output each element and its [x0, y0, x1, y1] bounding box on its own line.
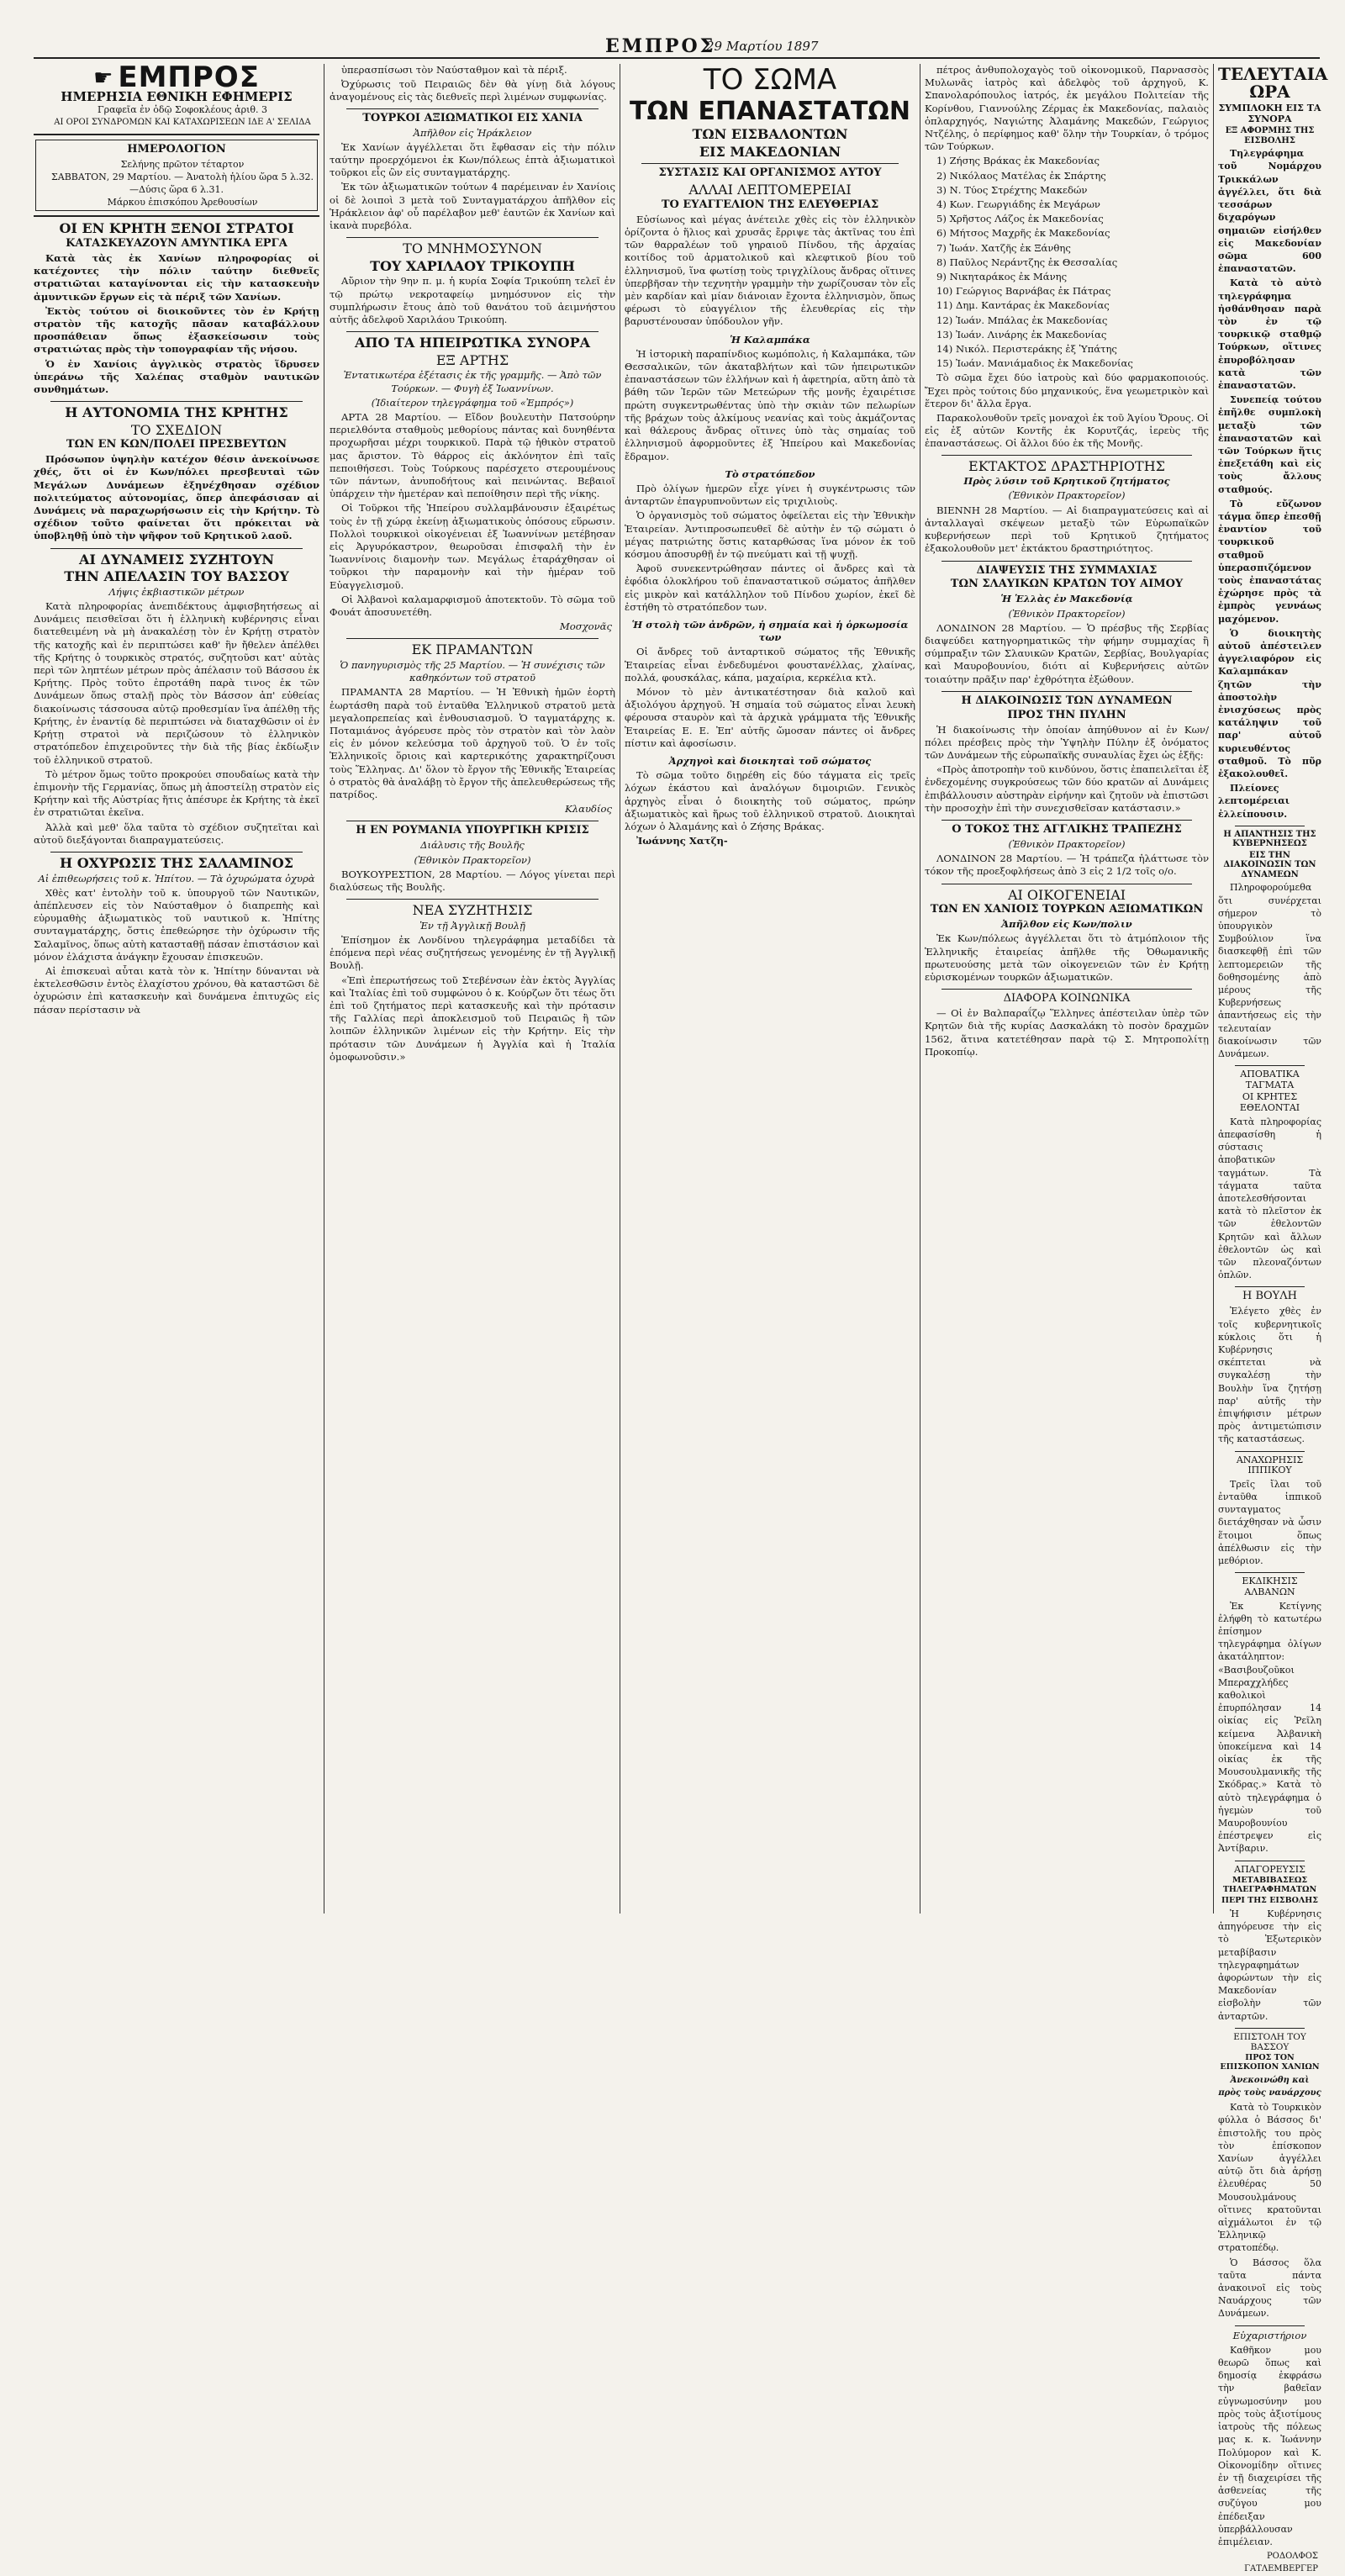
paragraph: «Ἐπὶ ἐπερωτήσεως τοῦ Στεβένσων ἐὰν ἐκτὸς Ἀγγλίας καὶ Ἰταλίας ἐπὶ τοῦ συμφώνου ὁ κ. Κούρζων ὅτι τέως ὅτι ἐπὶ τοῦ ζητήματος περὶ κατασκευῆς καὶ τὴν πρότασιν τῆς Γαλλίας περὶ ἀποκλεισμοῦ τοῦ Πειραιῶς ἢ τῶν λοιπῶν ἑλληνικῶν λιμένων εἰς τὴν Κρήτην. Εἰς τὴν πρότασιν τῶν Δυνάμεων ἡ Ἀγγλία καὶ ἡ Ἰταλία ὁμοφωνοῦσιν.» — [330, 974, 615, 1063]
article-turkish-officers — [330, 113, 615, 233]
paragraph: Παρακολουθοῦν τρεῖς μοναχοὶ ἐκ τοῦ Ἁγίου Ὄρους. Οἱ εἰς ἐξ αὐτῶν Κοντῆς ἐκ Κορυτζάς, ἱερεὺς τῆς ἐπαναστάσεως. Οἱ ἄλλοι δύο ἐκ τῆς Μονῆς. — [925, 412, 1209, 450]
telegram-tag: (Ἰδιαίτερον τηλεγράφημα τοῦ «Ἐμπρός») — [371, 396, 574, 409]
paragraph: πέτρος ἀνθυπολοχαγὸς τοῦ οἰκονομικοῦ, Παρνασσὸς Μυλωνᾶς ἰατρὸς καὶ ἀδελφὸς τοῦ ἀρχηγοῦ, Κ. Σπανολαρόπουλος ἰατρός, ἐκ μεγάλου Πολιτείαν τῆς Κορίνθου, Γιαννούλης Ζέρμας ἐκ Μακεδονίας, παλαιὸς ὁπλαρχηγός, Ναγιώτης Ἀλαμάνης Μακεδών, Γεώργιος Ντζέλης, ὁ περίφημος καθ' ὅλην τὴν Τουρκίαν, ὁ τρόμος τῶν Τούρκων. — [925, 64, 1209, 153]
list-item: 4) Κων. Γεωργιάδης ἐκ Μεγάρων — [936, 198, 1100, 211]
headline: ΑΠΟΒΑΤΙΚΑ ΤΑΓΜΑΤΑ — [1240, 1069, 1300, 1090]
paragraph: Τὸ σῶμα ἔχει δύο ἰατροὺς καὶ δύο φαρμακοποιούς. Ἔχει πρὸς τούτοις δύο μηχανικούς, ἕνα γεωμετρικὸν καὶ ἕτερον δι' ἄλλα ἔργα. — [925, 372, 1209, 409]
paragraph: ΠΡΑΜΑΝΤΑ 28 Μαρτίου. — Ἡ Ἐθνικὴ ἡμῶν ἑορτὴ ἑωρτάσθη παρὰ τοῦ ἐνταῦθα Ἑλληνικοῦ στρατοῦ μετὰ μεγαλοπρεπείας καὶ ἐνθουσιασμοῦ. Ὁ ταγματάρχης κ. Ποταμιάνος ἀγόρευσε πρὸς τὸν στρατὸν καὶ τὸν λαὸν εἰς ἐν μόνον κελεύσμα τοῦ ἀρχηγοῦ τοῦ. Ὁ ἐν τοῖς Ἑλληνικοῖς ὅριοις καὶ καρτερικότης χαρακτηρίζουσι τοὺς Ἕλληνας. Δι' ὅλον τὸ ἔργον τῆς Ἐθνικῆς Ἑταιρείας ὁ στρατὸς θὰ ἀναλάβῃ τὸ ἔργον τῆς ἀπελευθερώσεως τῆς πατρίδος. — [330, 686, 615, 801]
section-title: Τὸ στρατόπεδον — [725, 467, 815, 480]
running-date: 29 Μαρτίου 1897 — [706, 39, 819, 54]
article-bank-rate — [925, 824, 1209, 879]
headline: Η ΔΙΑΚΟΙΝΩΣΙΣ ΤΩΝ ΔΥΝΑΜΕΩΝ — [961, 694, 1173, 707]
paragraph: Οἱ Τοῦρκοι τῆς Ἠπείρου συλλαμβάνουσιν ἐξαιρέτως τοὺς ἐν τῇ χώρᾳ ἐκείνῃ ἀξιωματικοὺς ὁπόσους εὕρωσιν. Πολλοὶ τουρκικοὶ οἰκογένειαι ἐξ Ἰωαννίνων μετέβησαν εἰς Ἀργυρόκαστρον, θεωροῦσαι ἐπισφαλῆ τὴν ἐν Ἰωαννίνοις διαμονὴν των. Μεγάλως ἐταράχθησαν οἱ τοῦρκοι τὴν παραμονὴν καὶ τὴν ἡμέραν τοῦ Εὐαγγελισμοῦ. — [330, 502, 615, 591]
article-powers-vassos — [34, 552, 319, 847]
subscription-note: ΑΙ ΟΡΟΙ ΣΥΝΔΡΟΜΩΝ ΚΑΙ ΚΑΤΑΧΩΡΙΣΕΩΝ ΙΔΕ Α' ΣΕΛΙΔΑ — [54, 118, 311, 128]
paragraph: Ἡ Κυβέρνησις ἀπηγόρευσε τὴν εἰς τὸ Ἐξωτερικὸν μεταβίβασιν τηλεγραφημάτων ἀφορώντων τὴν εἰς Μακεδονίαν εἰσβολὴν τῶν ἀνταρτῶν. — [1218, 1908, 1321, 2022]
list-item: 7) Ἰωάν. Χατζῆς ἐκ Ξάνθης — [936, 241, 1071, 254]
subheadline: ΤΩΝ ΕΝ ΧΑΝΙΟΙΣ ΤΟΥΡΚΩΝ ΑΞΙΩΜΑΤΙΚΩΝ — [930, 903, 1204, 916]
paragraph: Ἐκ Κετίγνης ἐλήφθη τὸ κατωτέρω ἐπίσημον τηλεγράφημα ὀλίγων ἀκατάληπτον: «Βασιβουζοῦκοι Μπεραχχλήδες καθολικοὶ ἐπυρπόλησαν 14 οἰκίας εἰς Ῥεῖλη κείμενα Ἀλβανικὴ ὑποκείμενα καὶ 14 οἰκίας ἐκ τῆς Μουσουλμανικῆς τῆς Σκόδρας.» Κατὰ τὸ αὐτὸ τηλεγράφημα ὁ ἡγεμὼν τοῦ Μαυροβουνίου ἐπέστρεψεν εἰς Ἀντίβαριν. — [1218, 1600, 1321, 1855]
subheadline: ΜΕΤΑΒΙΒΑΣΕΩΣ ΤΗΛΕΓΡΑΦΗΜΑΤΩΝ — [1222, 1876, 1317, 1895]
headline: ΕΠΙΣΤΟΛΗ ΤΟΥ ΒΑΣΣΟΥ — [1233, 2031, 1306, 2052]
deck: Διάλυσις τῆς Βουλῆς — [420, 839, 525, 852]
list-item: 13) Ἰωάν. Λινάρης ἐκ Μακεδονίας — [936, 328, 1107, 340]
paragraph: ΒΟΥΚΟΥΡΕΣΤΙΟΝ, 28 Μαρτίου. — Λόγος γίνεται περὶ διαλύσεως τῆς Βουλῆς. — [330, 868, 615, 893]
paragraph: Τηλεγράφημα τοῦ Νομάρχου Τρικκάλων ἀγγέλλει, ὅτι διὰ τεσσάρων διχαρόγων σημαιῶν εἰσήλθεν εἰς Μακεδονίαν σῶμα 600 ἐπαναστατῶν. — [1218, 148, 1321, 275]
article-social-news — [925, 993, 1209, 1058]
paragraph: ΛΟΝΔΙΝΟΝ 28 Μαρτίου. — Ἡ τράπεζα ἠλάττωσε τὸν τόκον τῆς προεξοφλήσεως ἀπὸ 3 εἰς 2 1/2 τοῖς ο/ο. — [925, 853, 1209, 878]
list-item: 5) Χρῆστος Λάζος ἐκ Μακεδονίας — [936, 213, 1104, 225]
subheadline: ΕΞ ΑΡΤΗΣ — [435, 351, 509, 368]
subheadline: ΠΡΟΣ ΤΗΝ ΠΥΛΗΝ — [1007, 708, 1126, 721]
calendar-title: ΗΜΕΡΟΛΟΓΙΟΝ — [127, 142, 226, 156]
paragraph: Πρὸ ὀλίγων ἡμερῶν εἶχε γίνει ἡ συγκέντρωσις τῶν ἀνταρτῶν ἐπαγρυπνοῦντων εἰς τριχιλιοὺς. — [625, 482, 915, 508]
list-item: 10) Γεώργιος Βαρνάβας ἐκ Πάτρας — [936, 285, 1111, 298]
paragraph: Ὁ διοικητὴς αὐτοῦ ἀπέστειλεν ἀγγελιαφόρον εἰς Καλαμπάκαν ζητῶν τὴν ἀποστολὴν ἐνισχύσεως πρὸς κατάληψιν τοῦ παρ' αὐτοῦ κυριευθέντος σταθμοῦ. Τὸ πῦρ ἐξακολουθεῖ. — [1218, 627, 1321, 780]
paragraph: Ὁ ὀργανισμὸς τοῦ σώματος ὀφείλεται εἰς τὴν Ἐθνικὴν Ἑταιρείαν. Ἀντιπροσωπευθεῖ δὲ αὐτὴν ἐν τῷ σώματι ὁ μέγας πατριώτης ὅστις καταρθώσας ἵνα μόνον ἐκ τοῦ κόσμου ἀποσυρθῇ ἐν τῷ πνεύματι καὶ τῇ ψυχῇ. — [625, 509, 915, 560]
column-5 — [1218, 64, 1328, 2574]
paragraph: — Οἱ ἐν Βαλπαραΐζῳ Ἕλληνες ἀπέστειλαν ὑπὲρ τῶν Κρητῶν διὰ τῆς κυρίας Δασκαλάκη τὸ ποσὸν δραχμῶν 1562, ἅτινα κατετέθησαν παρὰ τῷ Σ. Μητροπολίτῃ Προκοπίῳ. — [925, 1007, 1209, 1058]
deck: Ἀπῆλθον εἰς Κων/πολιν — [1001, 918, 1132, 931]
subheadline: ΑΛΛΑΙ ΛΕΠΤΟΜΕΡΕΙΑΙ — [688, 182, 852, 198]
paragraph: Ὀχύρωσις τοῦ Πειραιῶς δὲν θὰ γίνῃ διὰ λόγους ἀναγομένους εἰς τὰς διεθνεῖς περὶ λιμένων συμφωνίας. — [330, 78, 615, 103]
article-albanians — [1218, 1576, 1321, 1855]
article-officer-families — [925, 888, 1209, 984]
subheadline: ΤΩΝ ΣΛΑΥΙΚΩΝ ΚΡΑΤΩΝ ΤΟΥ ΑΙΜΟΥ — [950, 578, 1184, 591]
headline: ΑΝΑΧΩΡΗΣΙΣ ΙΠΠΙΚΟΥ — [1236, 1454, 1304, 1476]
headline: ΕΚ ΠΡΑΜΑΝΤΩΝ — [411, 641, 534, 658]
section-title: Ἀρχηγοὶ καὶ διοικηταὶ τοῦ σώματος — [668, 754, 872, 767]
byline: Μοσχονᾶς — [559, 620, 612, 633]
headline: ΤΟ ΜΝΗΜΟΣΥΝΟΝ — [403, 240, 542, 257]
paragraph: Ἀλλὰ καὶ μεθ' ὅλα ταῦτα τὸ σχέδιον συζητεῖται καὶ αὐτοῦ διεξάγονται διαπραγματεύσεις. — [34, 821, 319, 846]
deck: Πρὸς λύσιν τοῦ Κρητικοῦ ζητήματος — [963, 475, 1170, 488]
subheadline: ΤΩΝ ΕΝ ΚΩΝ/ΠΟΛΕΙ ΠΡΕΣΒΕΥΤΩΝ — [66, 438, 287, 451]
subheadline: ΤΟΥ ΧΑΡΙΛΑΟΥ ΤΡΙΚΟΥΠΗ — [370, 257, 575, 274]
paragraph: Ἐλέγετο χθὲς ἐν τοῖς κυβερνητικοῖς κύκλοις ὅτι ἡ Κυβέρνησις σκέπτεται νὰ συγκαλέσῃ τὴν Βουλὴν ἵνα ζητήσῃ παρ' αὐτῆς τὴν ἐπιψήφισιν μέτρων πρὸς ἀντιμετώπισιν τῆς καταστάσεως. — [1218, 1306, 1321, 1445]
article-telegram-ban — [1218, 1865, 1321, 2023]
subheadline: ΤΟ ΕΥΑΓΓΕΛΙΟΝ ΤΗΣ ΕΛΕΥΘΕΡΙΑΣ — [661, 198, 879, 211]
paragraph: Συνεπείᾳ τούτου ἐπῆλθε συμπλοκὴ μεταξὺ τῶν ἐπαναστατῶν καὶ τῶν Τούρκων ἥτις ἐπεξετάθη καὶ εἰς τοὺς ἄλλους σταθμούς. — [1218, 394, 1321, 495]
deck: Ἀπῆλθον εἰς Ἡράκλειον — [413, 126, 532, 139]
article-epirus-border — [330, 335, 615, 633]
headline: ΔΙΑΦΟΡΑ ΚΟΙΝΩΝΙΚΑ — [1003, 992, 1131, 1006]
calendar-box — [35, 140, 318, 212]
article-new-debate — [330, 903, 615, 1064]
office-address: Γραφεῖα ἐν ὁδῷ Σοφοκλέους ἀριθ. 3 — [97, 104, 268, 116]
paragraph: Πρόσωπον ὑψηλὴν κατέχον θέσιν ἀνεκοίνωσε χθές, ὅτι οἱ ἐν Κων/πόλει πρεσβευταὶ τῶν Μεγάλων Δυνάμεων ἐξηνέχθησαν σχέδιον πολιτεύματος αὐτονομίας, ὅπερ ἀπεφάσισαν αἱ Δυνάμεις νὰ παραχωρήσωσιν εἰς τὴν Κρήτην. Τὸ σχέδιον τοῦτο φαίνεται ὅτι πρόκειται νὰ ὑποβληθῇ ὑπὸ τὴν ψῆφον τοῦ Κρητικοῦ λαοῦ. — [34, 453, 319, 542]
paragraph: Τὸ μέτρον ὅμως τοῦτο προκρούει σπουδαίως κατὰ τὴν ἐπιμονὴν τῆς Γερμανίας, ὅπως μὴ ἀποστείλῃ στρατὸν εἰς Κρήτην καὶ τῆς Αὐστρίας ἥτις ἀπέσυρε ἐκ Κρήτης τὰ ἐκεῖ ἐν στρατιῶται ἐκεῖνα. — [34, 768, 319, 819]
column-4 — [925, 64, 1209, 1922]
headline: Ο ΤΟΚΟΣ ΤΗΣ ΑΓΓΛΙΚΗΣ ΤΡΑΠΕΖΗΣ — [952, 823, 1182, 837]
deck: Ἀνεκοινώθη καὶ πρὸς τοὺς ναυάρχους — [1218, 2075, 1321, 2098]
calendar-saint: Μάρκου ἐπισκόπου Ἀρεθουσίων — [107, 197, 258, 209]
list-item: 12) Ἰωάν. Μπάλας ἐκ Μακεδονίας — [936, 314, 1108, 326]
paragraph: Πληροφορούμεθα ὅτι συνέρχεται σήμερον τὸ ὑπουργικὸν Συμβούλιον ἵνα διασκεφθῇ ἐπὶ τῶν λεπτομερειῶν τῆς δοθησομένης ἀπὸ μέρους τῆς Κυβερνήσεως ἀπαντήσεως εἰς τὴν τελευταίαν διακοίνωσιν τῶν Δυνάμεων. — [1218, 882, 1321, 1059]
article-landing-battalions — [1218, 1069, 1321, 1281]
paragraph: Ἰωάννης Χατζη- — [636, 835, 728, 847]
section-title: Ἡ στολὴ τῶν ἀνδρῶν, ἡ σημαία καὶ ἡ ὁρκωμοσία των — [631, 618, 909, 644]
column-3 — [625, 64, 915, 1922]
nameplate-logo — [34, 61, 319, 95]
calendar-line: ΣΑΒΒΑΤΟΝ, 29 Μαρτίου. — Ἀνατολὴ ἡλίου ὥρα 5 λ.32.—Δύσις ὥρα 6 λ.31. — [51, 171, 314, 195]
list-item: 14) Νικόλ. Περιστεράκης ἐξ Ὑπάτης — [936, 343, 1117, 356]
headline: ΤΟ ΣΩΜΑ — [703, 63, 837, 97]
paragraph: Μόνον τὸ μὲν ἀντικατέστησαν διὰ καλοῦ καὶ ἀξιολόγου ἀρχηγοῦ. Ἡ σημαία τοῦ σώματος εἶναι λευκὴ φέρουσα σταυρὸν καὶ τὰ ἀρχικὰ γράμματα τῆς Ἐθνικῆς Ἑταιρείας Ε. Ε. Ἐπ' αὐτῆς ὤμοσαν πάντες οἱ ἄνδρες πίστιν καὶ ἀφοσίωσιν. — [625, 685, 915, 749]
paragraph: Καθῆκον μου θεωρῶ ὅπως καὶ δημοσίᾳ ἐκφράσω τὴν βαθεῖαν εὐγνωμοσύνην μου πρὸς τοὺς ἀξιοτίμους ἰατροὺς τῆς πόλεως μας κ. κ. Ἰωάννην Πολύμορον καὶ Κ. Οἰκονομίδην οἵτινες ἐν τῇ διαχειρίσει τῆς ἀσθενείας τῆς συζύγου μου ἐπέδειξαν ὑπερβάλλουσαν ἐπιμέλειαν. — [1218, 2344, 1321, 2547]
headline: ΑΠΟ ΤΑ ΗΠΕΙΡΩΤΙΚΑ ΣΥΝΟΡΑ — [354, 335, 591, 351]
headline: Η ΒΟΥΛΗ — [1242, 1290, 1297, 1303]
headline: ΑΠΑΓΟΡΕΥΣΙΣ — [1234, 1863, 1305, 1875]
paragraph: Οἱ Ἀλβανοὶ καλαμαρφισμοῦ ἀποτεκτοῦν. Τὸ σῶμα τοῦ Φουάτ ἀποσυνετέθη. — [330, 593, 615, 619]
paragraph: Ἐκ Κων/πόλεως ἀγγέλλεται ὅτι τὸ ἀτμόπλοιον τῆς Ἑλληνικῆς ἐταιρείας ἀπῆλθε τῆς Ὀθωμανικῆς πρωτευούσης μετὰ τῶν οἰκογενειῶν τῶν ἐν Κρήτῃ εὑρισκομένων τουρκῶν ἀξιωματικῶν. — [925, 932, 1209, 983]
paragraph: Κατὰ πληροφορίας ἀπεφασίσθη ἡ σύστασις ἀποβατικῶν ταγμάτων. Τὰ τάγματα ταῦτα ἀποτελεσθήσονται κατὰ τὸ πλεῖστον ἐκ τῶν ἐθελοντῶν Κρητῶν καὶ ἄλλων ἐθελοντῶν ὡς καὶ τῶν πλεοναζόντων ὁπλῶν. — [1218, 1116, 1321, 1281]
paragraph: Αὔριον τὴν 9ην π. μ. ἡ κυρία Σοφία Τρικούπη τελεῖ ἐν τῷ πρώτῳ νεκροταφείῳ μνημόσυνον εἰς τὴν συμπλήρωσιν ἔτους ἀπὸ τοῦ θανάτου τοῦ ἀειμνήστου αὐτῆς ἀδελφοῦ Χαριλάου Τρικούπη. — [330, 275, 615, 325]
paragraph: Ἐπίσημον ἐκ Λονδίνου τηλεγράφημα μεταδίδει τὰ ἑπόμενα περὶ νέας συζητήσεως γενομένης ἐν τῇ Ἀγγλικῇ Βουλῇ. — [330, 934, 615, 972]
paragraph: ΑΡΤΑ 28 Μαρτίου. — Εἴδον βουλευτὴν Πατσούρην περιελθόντα σταθμοὺς μεθορίους πάντας καὶ δυνηθέντα προχωρῆσαι μέχρι τουρκικοῦ. Παρὰ τῷ ἡθικὸν στρατοῦ μας ἄριστον. Τὸ θάρρος εἰς ἀκλόνητον ἐπὶ ταῖς πεποιθήσεσι. Τοὺς Τούρκους παρέσχετο στερουμένους τῶν πάντων, ἀνυποδήτους καὶ πεινώντας. Βεβαιοῖ ὑπάρχειν τὴν ἡμετέραν καὶ πεποίθησιν περὶ τῆς νίκης. — [330, 410, 615, 500]
section-kalampaka — [625, 334, 915, 463]
subheadline: ΣΥΜΠΛΟΚΗ ΕΙΣ ΤΑ ΣΥΝΟΡΑ — [1218, 103, 1321, 124]
paragraph: Τρεῖς ἴλαι τοῦ ἐνταῦθα ἱππικοῦ συνταγματος διετάχθησαν νὰ ὦσιν ἕτοιμοι ὅπως ἀπέλθωσιν εἰς τὴν μεθόριον. — [1218, 1478, 1321, 1567]
subheadline: ΤΩΝ ΕΙΣΒΑΛΟΝΤΩΝ — [692, 126, 848, 143]
subheadline: ΕΙΣ ΜΑΚΕΔΟΝΙΑΝ — [699, 143, 841, 160]
paragraph: Χθὲς κατ' ἐντολὴν τοῦ κ. ὑπουργοῦ τῶν Ναυτικῶν, ἀπέπλευσεν εἰς τὸν Ναύσταθμον ὁ διαπρεπὴς καὶ εὐρυμαθὴς ἀξιωματικὸς τοῦ ναυτικοῦ κ. Ἠπίτης συνταγματάρχης, ὅστις ἐπεθεώρησε τὴν ὀχύρωσιν τῆς Σαλαμῖνος, ὅπως αὐτὴ κατασταθῇ πάσαν ἐπιστάσιον καὶ μόνον ἐλάχιστα ἀνάγκην ἔχουσαν ἐπισκευῶν. — [34, 886, 319, 963]
article-insurgent-body — [625, 63, 915, 329]
paragraph: Κατὰ τὸ Τουρκικὸν φύλλα ὁ Βάσσος δι' ἐπιστολῆς του πρὸς τὸν ἐπίσκοπον Χανίων ἀγγέλλει αὐτῷ ὅτι διὰ ἀρήσῃ ἐλευθέρας 50 Μουσουλμάνους οἵτινες κρατοῦνται αἰχμάλωτοι ἐν τῷ Ἑλληνικῷ στρατοπέδῳ. — [1218, 2102, 1321, 2254]
paragraph: Ἐκτὸς τούτου οἱ διοικοῦντες τὸν ἐν Κρήτῃ στρατὸν τῆς κατοχῆς πᾶσαν καταβάλλουν προσπάθειαν ὅπως ἐξασκείσωσιν τοὺς στρατιώτας πρὸς τὴν τοπογραφίαν τῆς νήσου. — [34, 304, 319, 356]
subheadline: ΠΡΟΣ ΤΟΝ ΕΠΙΣΚΟΠΟΝ ΧΑΝΙΩΝ — [1220, 2052, 1320, 2072]
article-last-hour — [1218, 64, 1328, 821]
article-note-to-porte — [925, 695, 1209, 815]
pointing-hand-icon: ☛ — [93, 66, 113, 91]
section-leaders — [625, 755, 915, 847]
paragraph: Οἱ ἄνδρες τοῦ ἀνταρτικοῦ σώματος τῆς Ἐθνικῆς Ἑταιρείας εἶναι ἐνδεδυμένοι φουστανέλλας, χλαίνας, πολλά, φουσκάλας, κάπα, μαχαίρια, κερκέλια κτλ. — [625, 646, 915, 684]
list-item: 2) Νικόλαος Ματέλας ἐκ Σπάρτης — [936, 169, 1106, 182]
list-item: 15) Ἰωάν. Μανιάμαδιος ἐκ Μακεδονίας — [936, 357, 1133, 370]
paragraph: ὑπερασπίσωσι τὸν Ναύσταθμον καὶ τὰ πέριξ. — [341, 64, 567, 76]
article-salamis — [34, 856, 319, 1016]
column-1 — [34, 61, 319, 1922]
deck: Λήψις ἐκβιαστικῶν μέτρων — [108, 585, 245, 598]
running-header — [34, 35, 1320, 59]
headline: Εὐχαριστήριον — [1232, 2329, 1307, 2341]
article-emergency — [925, 459, 1209, 556]
headline: ΝΕΑ ΣΥΖΗΤΗΣΙΣ — [412, 902, 533, 919]
telegram-tag: (Ἐθνικὸν Πρακτορεῖον) — [1008, 838, 1126, 851]
paragraph: Κατὰ τὸ αὐτὸ τηλεγράφημα ἠσθάνθησαν παρὰ τὸν ἐν τῷ τουρκικῷ σταθμῷ Τούρκων, οἵτινες ἐπυροβόλησαν κατὰ τῶν ἐπαναστατῶν. — [1218, 277, 1321, 391]
subheadline: ΕΞ ΑΦΟΡΜΗΣ ΤΗΣ ΕΙΣΒΟΛΗΣ — [1225, 126, 1315, 145]
subheadline: ΣΥΣΤΑΣΙΣ ΚΑΙ ΟΡΓΑΝΙΣΜΟΣ ΑΥΤΟΥ — [658, 166, 882, 180]
deck: Ἡ Ἑλλὰς ἐν Μακεδονίᾳ — [1000, 593, 1133, 605]
article-crete-autonomy — [34, 405, 319, 543]
section-uniform-flag — [625, 619, 915, 750]
subheadline: ΕΙΣ ΤΗΝ ΔΙΑΚΟΙΝΩΣΙΝ ΤΩΝ ΔΥΝΑΜΕΩΝ — [1223, 850, 1316, 879]
column-rule — [1213, 64, 1214, 1914]
list-item: 1) Ζήσης Βράκας ἐκ Μακεδονίας — [936, 155, 1100, 167]
list-item: 8) Παῦλος Νεράντζης ἐκ Θεσσαλίας — [936, 256, 1118, 268]
subheadline: ΚΑΤΑΣΚΕΥΑΖΟΥΝ ΑΜΥΝΤΙΚΑ ΕΡΓΑ — [66, 236, 287, 250]
column-2 — [330, 64, 615, 1922]
calendar-moon: Σελήνης πρῶτον τέταρτον — [120, 158, 245, 170]
telegram-tag: (Ἐθνικὸν Πρακτορεῖον) — [1008, 489, 1126, 502]
deck: Ἐν τῇ Ἀγγλικῇ Βουλῇ — [419, 919, 525, 932]
paragraph: Κατὰ πληροφορίας ἀνεπιδέκτους ἀμφισβητήσεως αἱ Δυνάμεις πεισθεῖσαι ὅτι ἡ ἑλληνικὴ κυβέρνησις εἶναι διατεθειμένη νὰ μὴ ἀνακαλέσῃ τὸν ἐν Κρήτῃ στρατὸν τῆς κατοχῆς καὶ ἐν περιπτώσει καθ' ἣν ἤθελεν ἀπέλθει τῆς Κρήτης ὁ τουρκικὸς στρατός, συζητοῦσι κατ' αὐτὰς περὶ τῶν ληπτέων μέτρων πρὸς ἀπέλασιν τοῦ Βάσσου ἐκ Κρήτης. Πρὸς τοῦτο ἐπροτάθη παρὰ τινος ἐκ τῶν Δυνάμεων ὅπως σταλῇ πρὸς τὸν Βάσσον ἀπ' εὐθείας διακοίνωσις τάσσουσα αὐτῷ προθεσμίαν ἵνα ἀπέλθῃ τῆς Κρήτης, ἐν ἐναντίᾳ δὲ περιπτώσει νὰ διαταχθῶσιν οἱ ἐν Κρήτῃ στρατοὶ νὰ περιζώσουν τὸ ἑλληνικὸν στρατόπεδον ἐπιχειροῦντες τὴν διὰ τῆς βίας ἐκδίωξιν τοῦ ἑλληνικοῦ στρατοῦ. — [34, 600, 319, 766]
article-trikoupis-memorial — [330, 241, 615, 326]
paragraph: Ὁ Βάσσος ὅλα ταῦτα πάντα ἀνακοινοῖ εἰς τοὺς Ναυάρχους τῶν Δυνάμεων. — [1218, 2257, 1321, 2320]
paragraph: ΛΟΝΔΙΝΟΝ 28 Μαρτίου. — Ὁ πρέσβυς τῆς Σερβίας διαψεύδει κατηγορηματικῶς τὴν φήμην συμμαχίας ἢ σύμπραξιν τῶν Σλαυικῶν Κρατῶν, Σερβίας, Βουλγαρίας καὶ Μαυροβουνίου, διότι αἱ Κυβερνήσεις αὐτῶν τοιαύτην πρᾶξιν παρ' ἐχθρότητα ἐξώθουν. — [925, 621, 1209, 685]
list-item: 9) Νικηταράκος ἐκ Μάνης — [936, 271, 1068, 283]
headline: ΟΙ ΕΝ ΚΡΗΤΗ ΞΕΝΟΙ ΣΤΡΑΤΟΙ — [59, 220, 294, 237]
headline: ΕΚΔΙΚΗΣΙΣ ΑΛΒΑΝΩΝ — [1242, 1576, 1298, 1597]
notice-thanks — [1218, 2330, 1321, 2576]
telegram-tag: (Ἐθνικὸν Πρακτορεῖον) — [414, 853, 531, 866]
paragraph: Πλείονες λεπτομέρειαι ἐλλείπουσιν. — [1218, 783, 1290, 820]
paragraph: Ἐκ Χανίων ἀγγέλλεται ὅτι ἔφθασαν εἰς τὴν πόλιν ταύτην προερχόμενοι ἐκ Κων/πόλεως ἑπτὰ ἀξιωματικοὶ τοῦρκοι εἷς ὢν εἰς συνταγματάρχης. — [330, 140, 615, 179]
headline: ΤΩΝ ΕΠΑΝΑΣΤΑΤΩΝ — [630, 96, 910, 126]
headline: Η ΑΥΤΟΝΟΜΙΑ ΤΗΣ ΚΡΗΤΗΣ — [65, 404, 288, 421]
paragraph: Ἀφοῦ συνεκεντρώθησαν πάντες οἱ ἄνδρες καὶ τὰ ἐφόδια ὁλοκλήρου τοῦ ἐπαναστατικοῦ σώματος ἀπῆλθεν εἰς μικρὸν καὶ κατάλληλον τοῦ Πίνδου χωρίον, ἐκεῖ δὲ ἐστήθη τὸ στρατόπεδον των. — [625, 562, 915, 613]
paragraph: Ὁ ἐν Χανίοις ἀγγλικὸς στρατὸς ἵδρυσεν ὑπεράνω τῆς Χαλέπας σταθμὸν ναυτικῶν συνθημάτων. — [34, 357, 319, 395]
headline: ΑΙ ΟΙΚΟΓΕΝΕΙΑΙ — [1007, 886, 1126, 903]
subheadline: ΤΟ ΣΧΕΔΙΟΝ — [130, 421, 223, 438]
section-title: Ἡ Καλαμπάκα — [730, 333, 810, 346]
paragraph: «Πρὸς ἀποτροπὴν τοῦ κινδύνου, ὅστις ἐπαπειλεῖται ἐξ ἐνδεχομένης συγκρούσεως τῶν δύο κρατῶν αἱ Δυνάμεις ἐπιβάλλουσιν αὐστηρὰν εἰρήνην καὶ ζητοῦν νὰ ἐπιστῶσι τὴν προσοχὴν ἐπὶ τὴν συνεχισθεῖσαν κατάστασιν.» — [925, 763, 1209, 814]
headline: ΤΕΛΕΥΤΑΙΑ ΩΡΑ — [1218, 64, 1328, 102]
paragraph: ΒΙΕΝΝΗ 28 Μαρτίου. — Αἱ διαπραγματεύσεις καὶ αἱ ἀνταλλαγαὶ σκέψεων μεταξὺ τῶν Εὐρωπαϊκῶν κυβερνήσεων περὶ τοῦ Κρητικοῦ ζητήματος ἐξακολουθοῦν μετ' ἐκτάκτου δραστηριότητος. — [925, 504, 1209, 555]
article-parliament — [1218, 1291, 1321, 1445]
paragraph: Ἐκ τῶν ἀξιωματικῶν τούτων 4 παρέμειναν ἐν Χανίοις οἱ δὲ λοιποὶ 3 μετὰ τοῦ Συνταγματάρχου ἀπῆλθον εἰς Ἡράκλειον ἀφ' οὗ παρέλαβον μεθ' ἑαυτῶν ἐκ Χανίων καὶ ἱκανὰ πυρεβόλα. — [330, 181, 615, 231]
telegram-tag: (Ἐθνικὸν Πρακτορεῖον) — [1008, 607, 1126, 620]
deck: Αἱ ἐπιθεωρήσεις τοῦ κ. Ἠπίτου. — Τὰ ὀχυρώματα ὀχυρὰ — [38, 872, 315, 884]
paragraph: Εὐσίωνος καὶ μέγας ἀνέτειλε χθὲς εἰς τὸν ἑλληνικὸν ὁρίζοντα ὁ ἥλιος καὶ χρυσᾶς ἔρριψε τὰς ἀκτῖνας του ἐπὶ τῶν θαρραλέων τοῦ γηραιοῦ Πίνδου, τῆς ἀρχαίας κοιτίδος τοῦ ἀρματολικοῦ καὶ κλεφτικοῦ βίου τοῦ ἑλληνισμοῦ, ἵνα φωτίσῃ τοὺς τριγχλίλους ἄνδρας οἵτινες ὑπερβῆσαν τὴν τεχνητὴν γραμμὴν τὴν χωρίζουσαν τὸν εἷς μὲν καρδίαν καὶ μίαν διάνοιαν ἔχοντα ἑλληνισμὸν, ὅπως φέρωσι τὸ εὐαγγέλιον τῆς ἐλευθερίας εἰς τὴν βαρυστένουσαν ὑπόδουλον γῆν. — [625, 213, 915, 328]
article-alliance-denial — [925, 565, 1209, 686]
article-crete-troops — [34, 221, 319, 396]
deck: Ὁ πανηγυρισμὸς τῆς 25 Μαρτίου. — Ἡ συνέχισις τῶν καθηκόντων τοῦ στρατοῦ — [340, 659, 605, 684]
list-item: 11) Δημ. Καντάρας ἐκ Μακεδονίας — [936, 299, 1110, 312]
list-item: 6) Μήτσος Μαχρῆς ἐκ Μακεδονίας — [936, 227, 1110, 240]
paragraph: Αἱ ἐπισκευαὶ αὗται κατὰ τὸν κ. Ἠπίτην δύνανται νὰ ἐκτελεσθῶσιν ἐντὸς ἐλαχίστου χρόνου, θὰ καταστῶσι δὲ ὀχυρώσιν ἐπὶ κατασκευὴν καὶ δυνάμενα ἐπιτυχῶς εἰς πάσαν περίστασιν νὰ — [34, 964, 319, 1016]
headline: ΑΙ ΔΥΝΑΜΕΙΣ ΣΥΖΗΤΟΥΝ — [78, 551, 275, 567]
byline: Κλαυδίος — [565, 803, 612, 816]
paragraph: Ἡ ἱστορικὴ παραπίνδιος κωμόπολις, ἡ Καλαμπάκα, τῶν Θεσσαλικῶν, τῶν ἀκαταβλήτων καὶ τῶν ἠπειρωτικῶν ἐπαναστάσεων τῶν ἑλλήνων καὶ ἡ ἀφετηρία, αὕτη ἀπὸ τὰ βάθη τῶν Ἱερῶν τῶν Μετεώρων τῆς μονῆς ἐχαιρέτισε πρώτη συγκεντρωθέντας ὑπὸ τὴν σκιὰν τῶν πελωρίων τῆς βράχων τοὺς ἀλκίμους νεανίας καὶ τοὺς ἀκμάζοντας καὶ θάλερους ἄνδρας οἵτινες ὑπὸ τὰς σημαίας τοῦ ἑλληνισμοῦ ἀφορμοῦντες ἐξ Ἠπείρου καὶ Μακεδονίας ἔδραμον. — [625, 347, 915, 462]
tagline: ΗΜΕΡΗΣΙΑ ΕΘΝΙΚΗ ΕΦΗΜΕΡΙΣ — [61, 89, 293, 104]
subheadline: ΟΙ ΚΡΗΤΕΣ ΕΘΕΛΟΝΤΑΙ — [1239, 1091, 1300, 1114]
list-item: 3) Ν. Τύος Στρέχτης Μακεδών — [936, 183, 1088, 196]
subheadline: ΠΕΡΙ ΤΗΣ ΕΙΣΒΟΛΗΣ — [1221, 1896, 1318, 1906]
paragraph: Τὸ σῶμα τοῦτο διῃρέθη εἰς δύο τάγματα εἰς τρεῖς λόχων ἑκάστου καὶ ἀναλόγων διμοιριῶν. Γενικὸς ἀρχηγὸς εἶναι ὁ διοικητὴς τοῦ σώματος, πρώην ἀξιωματικὸς καὶ ἥρως τοῦ ἑλληνικοῦ στρατοῦ. Διοικηταὶ λόχων ὁ Ἀλαμάνης καὶ ὁ Ζήσης Βράκας. — [625, 769, 915, 832]
signature: ΡΟΔΟΛΦΟΣ ΓΑΤΛΕΜΒΕΡΓΕΡ — [1244, 2552, 1318, 2574]
headline: ΕΚΤΑΚΤΟΣ ΔΡΑΣΤΗΡΙΟΤΗΣ — [968, 457, 1165, 474]
headline: Η ΕΝ ΡΟΥΜΑΝΙΑ ΥΠΟΥΡΓΙΚΗ ΚΡΙΣΙΣ — [356, 824, 589, 837]
article-vassos-letter — [1218, 2032, 1321, 2320]
article-cavalry — [1218, 1455, 1321, 1568]
paragraph: Κατὰ τὰς ἐκ Χανίων πληροφορίας οἱ κατέχοντες τὴν πόλιν ταύτην διεθνεῖς στρατιῶται καταγίνονται εἰς τὴν κατασκευὴν ἀμυντικῶν ἔργων εἰς τὰ πέριξ τῶν Χανίων. — [34, 251, 319, 303]
subheadline: ΤΗΝ ΑΠΕΛΑΣΙΝ ΤΟΥ ΒΑΣΣΟΥ — [64, 568, 289, 585]
deck: Ἐντατικωτέρα ἐξέτασις ἐκ τῆς γραμμῆς. — Ἀπὸ τῶν Τούρκων. — Φυγὴ ἐξ Ἰωαννίνων. — [343, 369, 602, 394]
headline: Η ΟΧΥΡΩΣΙΣ ΤΗΣ ΣΑΛΑΜΙΝΟΣ — [60, 854, 293, 871]
headline: Η ΑΠΑΝΤΗΣΙΣ ΤΗΣ ΚΥΒΕΡΝΗΣΕΩΣ — [1223, 829, 1316, 849]
headline: ΤΟΥΡΚΟΙ ΑΞΙΩΜΑΤΙΚΟΙ ΕΙΣ ΧΑΝΙΑ — [362, 111, 583, 124]
paragraph: Ἡ διακοίνωσις τὴν ὁποίαν ἀπηύθυνον αἱ ἐν Κων/πόλει πρέσβεις πρὸς τὴν Ὑψηλὴν Πύλην ἐξ ὀνόματος τῶν Δυνάμεων τῆς εὐρωπαϊκῆς συναυλίας ἔχει ὡς ἑξῆς: — [925, 723, 1209, 762]
article-pramanta — [330, 642, 615, 816]
running-title: ΕΜΠΡΟΣ — [605, 35, 716, 57]
section-camp — [625, 468, 915, 614]
headline: ΔΙΑΨΕΥΣΙΣ ΤΗΣ ΣΥΜΜΑΧΙΑΣ — [976, 563, 1158, 577]
paragraph: Τὸ εὔζωνον τάγμα ὅπερ ἐπεσθῇ ἐναντίον τοῦ τουρκικοῦ σταθμοῦ ὑπερασπιζόμενον τοὺς ἐπαναστάτας ἐχώρησε πρὸς τὰ ἐμπρὸς γεννάως μαχόμενον. — [1218, 498, 1321, 625]
article-romania-crisis — [330, 825, 615, 894]
article-government-reply — [1218, 830, 1321, 1060]
logo-text: ΕΜΠΡΟΣ — [118, 61, 260, 95]
officers-list — [925, 155, 1209, 370]
